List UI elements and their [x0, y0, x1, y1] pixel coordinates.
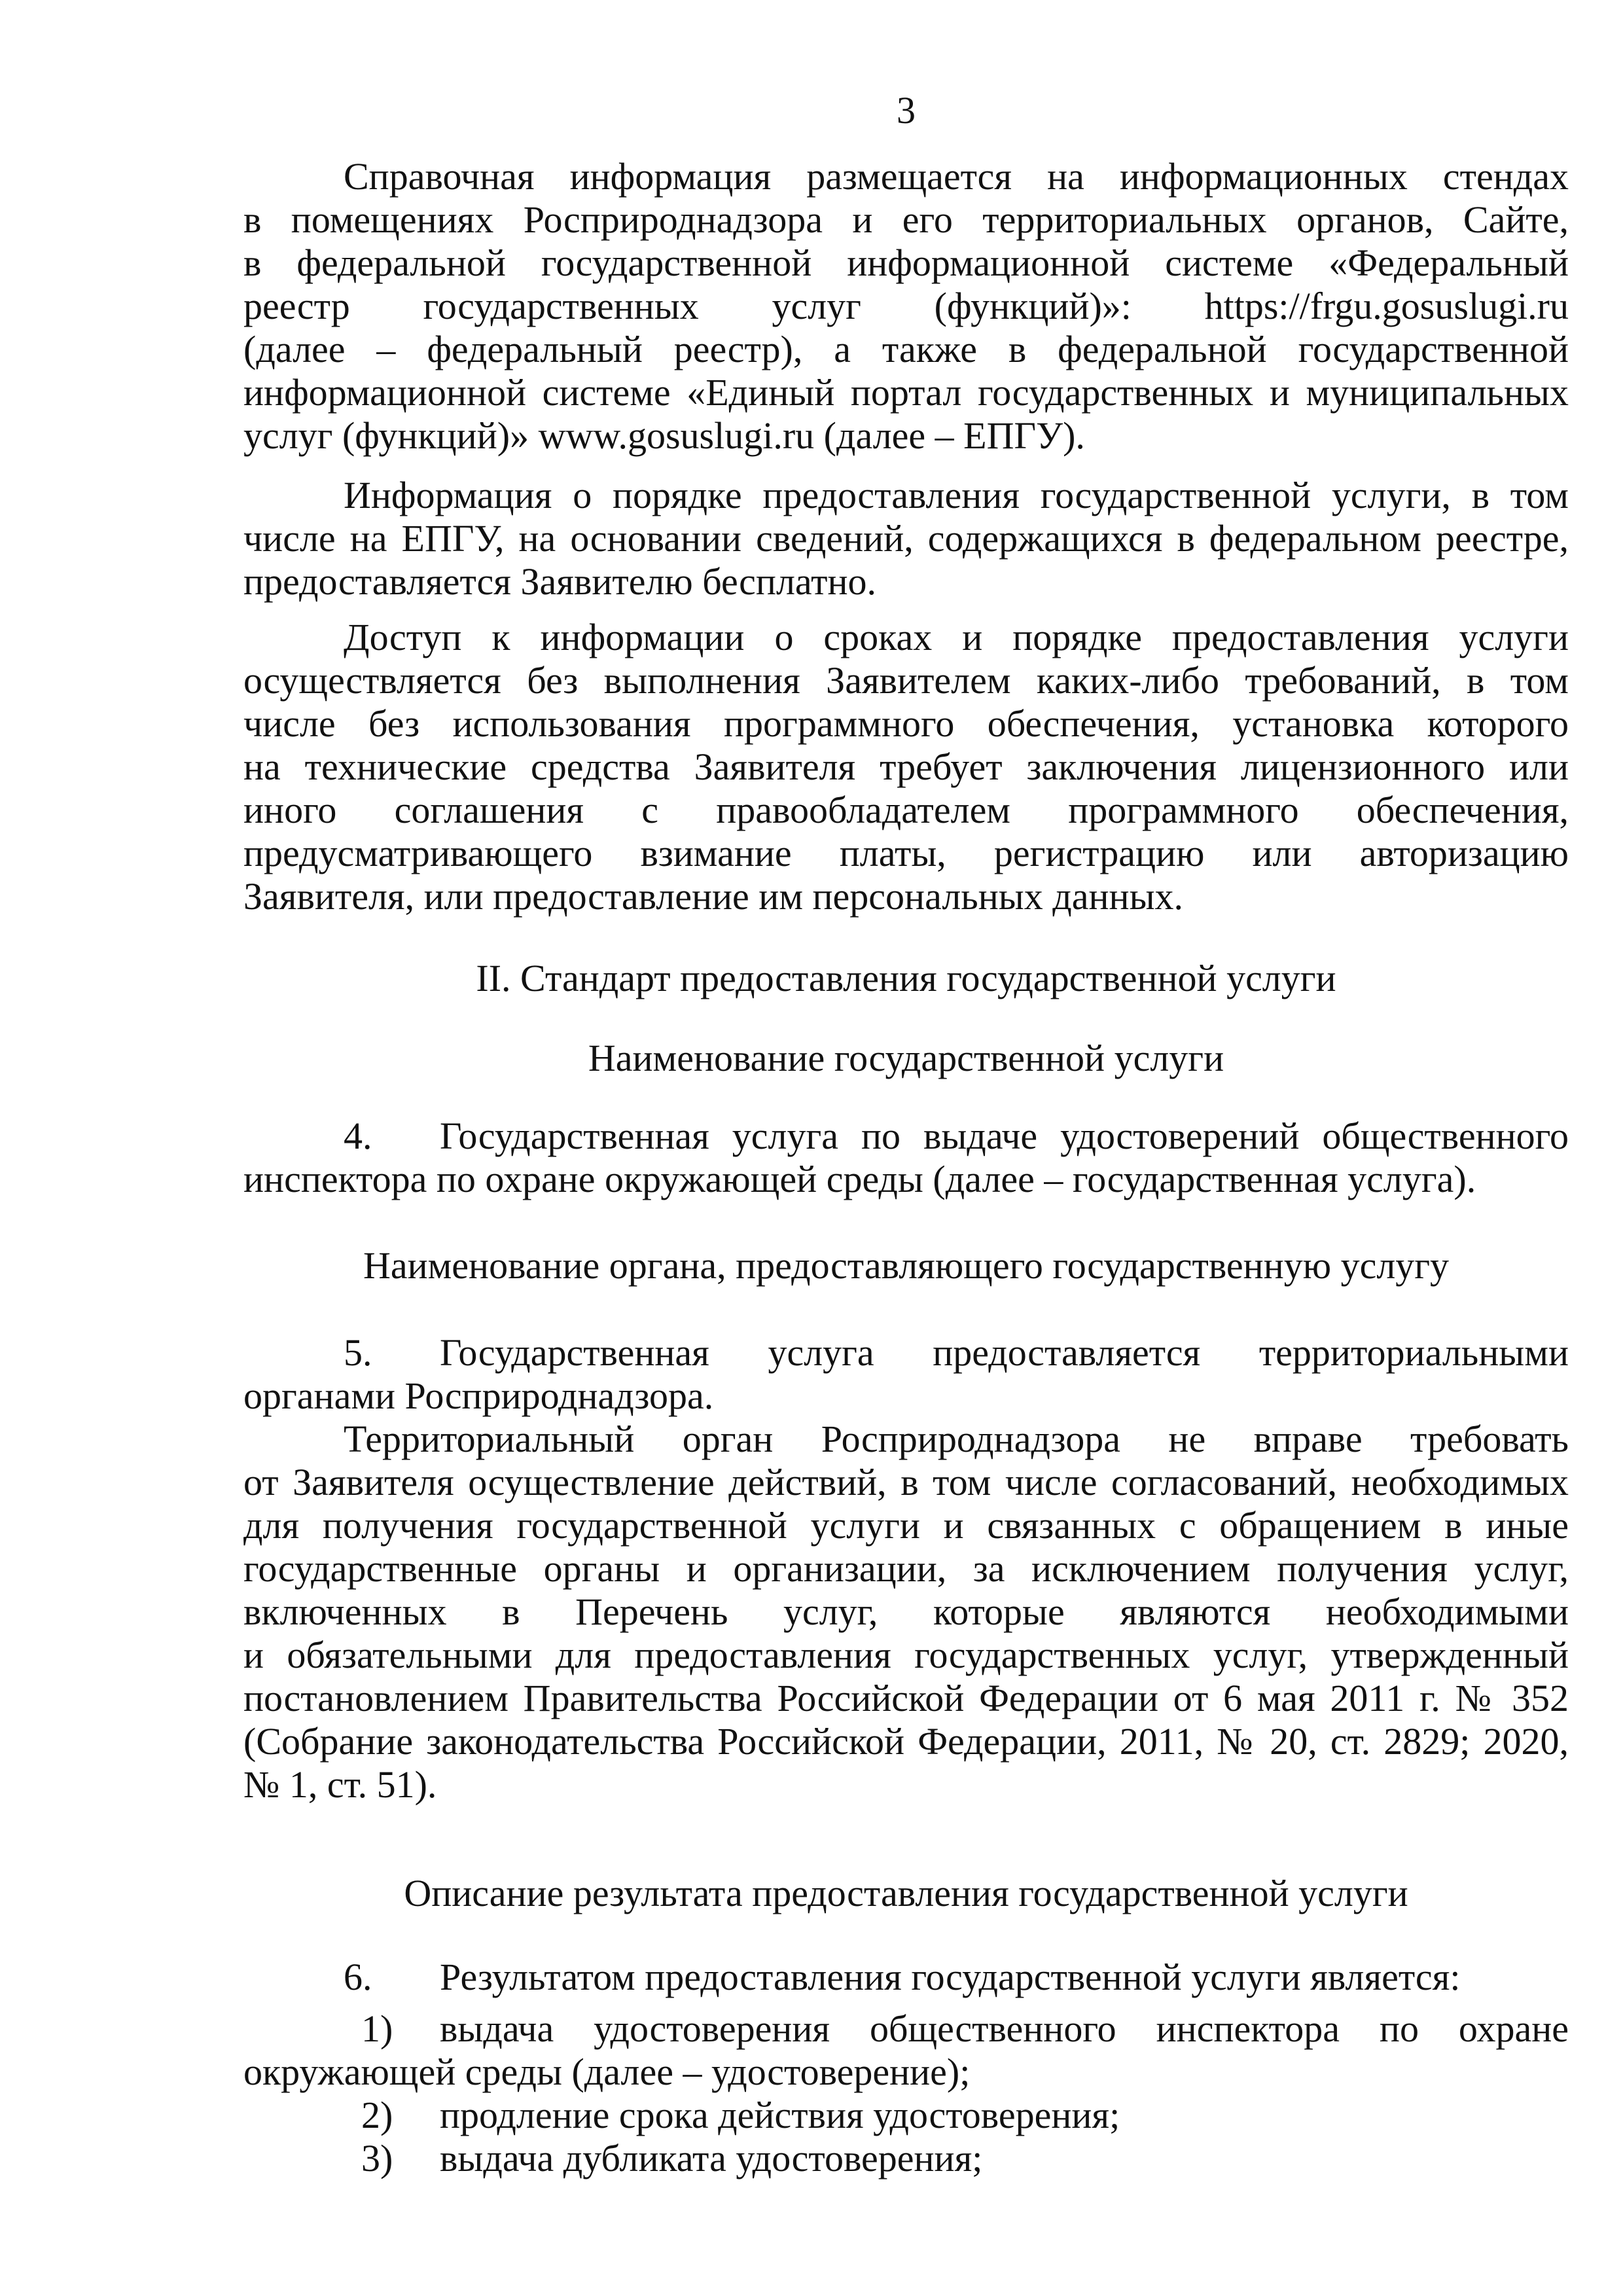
text-line: окружающей среды (далее – удостоверение);: [243, 2051, 971, 2093]
line: [243, 1158, 1569, 1201]
text-line: выдача дубликата удостоверения;: [440, 2137, 983, 2179]
line: [243, 1504, 1569, 1547]
line: [243, 789, 1569, 832]
numbered-paragraph: [243, 1331, 1569, 1418]
line: [243, 2007, 1569, 2051]
line: [243, 832, 1569, 875]
section-heading: II. Стандарт предоставления государственной услуги: [476, 957, 1336, 999]
text-line: № 1, ст. 51).: [243, 1763, 437, 1806]
text-line: включенных в Перечень услуг, которые являются необходимыми: [243, 1590, 1569, 1633]
paragraph: [243, 1418, 1569, 1806]
text-line: предусматривающего взимание платы, регистрацию или авторизацию: [243, 832, 1569, 874]
paragraph: [243, 474, 1569, 603]
line: [243, 2094, 1569, 2137]
numbered-paragraph: [243, 1956, 1569, 1999]
paragraph: [243, 616, 1569, 918]
item-number: 4.: [344, 1115, 372, 1157]
text-line: числе на ЕПГУ, на основании сведений, содержащихся в федеральном реестре,: [243, 517, 1569, 560]
text-line: Результатом предоставления государственной услуги является:: [440, 1956, 1461, 1998]
line: [243, 1331, 1569, 1374]
line: [243, 517, 1569, 560]
line: [243, 1634, 1569, 1677]
numbered-paragraph: [243, 2094, 1569, 2137]
text-line: в помещениях Росприроднадзора и его территориальных органов, Сайте,: [243, 198, 1569, 241]
section-heading: Наименование государственной услуги: [588, 1037, 1224, 1079]
line: [243, 1590, 1569, 1634]
text-line: предоставляется Заявителю бесплатно.: [243, 560, 877, 603]
text-line: выдача удостоверения общественного инспектора по охране: [440, 2007, 1569, 2050]
line: [243, 616, 1569, 659]
numbered-paragraph: [243, 2007, 1569, 2094]
text-line: услуг (функций)» www.gosuslugi.ru (далее – ЕПГУ).: [243, 414, 1085, 457]
section-heading: Наименование органа, предоставляющего государственную услугу: [363, 1244, 1450, 1287]
item-number: 6.: [344, 1956, 372, 1998]
line: [243, 1547, 1569, 1590]
text-line: и обязательными для предоставления государственных услуг, утвержденный: [243, 1634, 1569, 1676]
text-line: на технические средства Заявителя требует заключения лицензионного или: [243, 745, 1569, 788]
line: [243, 414, 1569, 457]
text-line: органами Росприроднадзора.: [243, 1374, 714, 1417]
text-line: Территориальный орган Росприроднадзора не вправе требовать: [344, 1418, 1569, 1460]
line: [243, 560, 1569, 603]
text-line: продление срока действия удостоверения;: [440, 2094, 1120, 2136]
text-line: числе без использования программного обеспечения, установка которого: [243, 702, 1569, 745]
line: [243, 2137, 1569, 2180]
text-line: (Собрание законодательства Российской Федерации, 2011, № 20, ст. 2829; 2020,: [243, 1720, 1569, 1763]
line: [243, 2051, 1569, 2094]
text-line: государственные органы и организации, за исключением получения услуг,: [243, 1547, 1569, 1590]
text-line: реестр государственных услуг (функций)»: https://frgu.gosuslugi.ru: [243, 285, 1569, 327]
paragraph: [243, 155, 1569, 457]
item-number: 5.: [344, 1331, 372, 1374]
text-line: Государственная услуга по выдаче удостоверений общественного: [440, 1115, 1569, 1157]
line: [243, 155, 1569, 198]
line: [243, 1115, 1569, 1158]
item-number: 1): [361, 2007, 393, 2050]
line: [243, 474, 1569, 517]
text-line: в федеральной государственной информационной системе «Федеральный: [243, 242, 1569, 284]
line: [243, 242, 1569, 285]
numbered-paragraph: [243, 2137, 1569, 2180]
text-line: осуществляется без выполнения Заявителем каких-либо требований, в том: [243, 659, 1569, 702]
text-line: информационной системе «Единый портал государственных и муниципальных: [243, 371, 1569, 414]
line: [243, 1677, 1569, 1720]
page-number: 3: [897, 89, 916, 132]
text-line: инспектора по охране окружающей среды (далее – государственная услуга).: [243, 1158, 1476, 1200]
item-number: 3): [361, 2137, 393, 2179]
text-line: Заявителя, или предоставление им персональных данных.: [243, 875, 1184, 918]
line: [243, 659, 1569, 702]
text-line: (далее – федеральный реестр), а также в федеральной государственной: [243, 328, 1569, 370]
line: [243, 371, 1569, 414]
text-line: для получения государственной услуги и связанных с обращением в иные: [243, 1504, 1569, 1547]
line: [243, 1720, 1569, 1763]
line: [243, 285, 1569, 328]
line: [243, 745, 1569, 789]
text-line: иного соглашения с правообладателем программного обеспечения,: [243, 789, 1569, 831]
line: [243, 1461, 1569, 1504]
line: [243, 1418, 1569, 1461]
line: [243, 702, 1569, 745]
line: [243, 328, 1569, 371]
numbered-paragraph: [243, 1115, 1569, 1201]
text-line: Информация о порядке предоставления государственной услуги, в том: [344, 474, 1569, 516]
line: [243, 198, 1569, 242]
text-line: постановлением Правительства Российской Федерации от 6 мая 2011 г. № 352: [243, 1677, 1569, 1719]
line: [243, 1374, 1569, 1418]
line: [243, 875, 1569, 918]
item-number: 2): [361, 2094, 393, 2136]
text-line: Справочная информация размещается на информационных стендах: [344, 155, 1569, 198]
section-heading: Описание результата предоставления государственной услуги: [404, 1872, 1408, 1914]
line: [243, 1956, 1569, 1999]
line: [243, 1763, 1569, 1806]
text-line: Государственная услуга предоставляется территориальными: [440, 1331, 1569, 1374]
text-line: Доступ к информации о сроках и порядке предоставления услуги: [344, 616, 1569, 658]
text-line: от Заявителя осуществление действий, в том числе согласований, необходимых: [243, 1461, 1569, 1503]
